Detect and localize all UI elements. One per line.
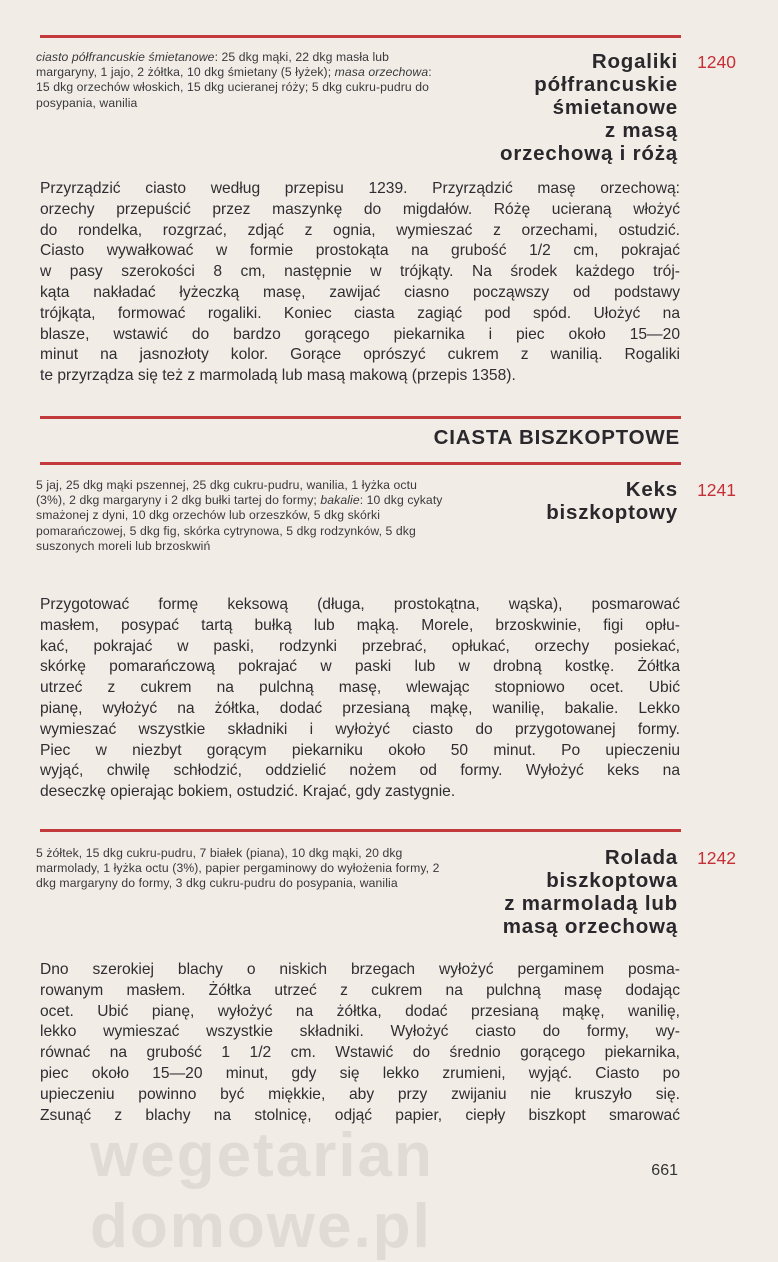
recipe-1241-title (546, 478, 678, 524)
text-line: Ciasto wywałkować w formie prostokąta na grubość 1/2 cm, pokrajać (40, 242, 680, 260)
text-line: minut na jasnozłoty kolor. Gorące oprószyć cukrem z wanilią. Rogaliki (40, 346, 680, 364)
text-line: pianę, wyłożyć na żółtka, dodać przesianą mąkę, wanilię, bakalie. Lekko (40, 699, 680, 717)
text-line: lekko wymieszać wszystkie składniki. Wyłożyć ciasto do formy, wy- (40, 1023, 680, 1041)
text-line: trójkąta, formować rogaliki. Koniec ciasta zagiąć pod spód. Ułożyć na (40, 304, 680, 322)
section-heading: CIASTA BISZKOPTOWE (433, 426, 680, 449)
title-line: biszkoptowa (546, 869, 678, 892)
text-line: masłem, posypać tartą bułką lub mąką. Morele, brzoskwinie, figi opłu- (40, 616, 680, 634)
recipe-1241-header (36, 478, 736, 588)
text-line: kać, pokrajać w paski, rodzynki przebrać, opłukać, orzechy posiekać, (40, 637, 680, 655)
ingredients-text: 5 jaj, 25 dkg mąki pszennej, 25 dkg cukru-pudru, wanilia, 1 łyżka octu (3%), 2 dkg margaryny i 2 dkg bułki tartej do formy; (36, 478, 417, 508)
text-line: Dno szerokiej blachy o niskich brzegach wyłożyć pergaminem posma- (40, 961, 680, 978)
title-line: Rolada (604, 846, 678, 869)
text-line: równać na grubość 1 1/2 cm. Wstawić do średnio gorącego piekarnika, (40, 1044, 680, 1062)
section-rule-bottom (40, 462, 681, 465)
text-line: blasze, wstawić do bardzo gorącego piekarnika i piec około 15—20 (40, 325, 680, 343)
title-line: Keks (625, 478, 678, 501)
text-line: Przygotować formę keksową (długa, prostokątna, wąska), posmarować (40, 596, 680, 613)
title-line: Rogaliki (591, 50, 678, 73)
top-rule (40, 35, 681, 38)
text-line: w pasy szerokości 8 cm, następnie w trójkąty. Na środek każdego trój- (40, 263, 680, 281)
title-line: śmietanowe (552, 96, 678, 119)
recipe-1240-ingredients (36, 50, 446, 111)
recipe-number-1242: 1242 (697, 848, 736, 868)
text-line: wymieszać wszystkie składniki i wyłożyć ciasto do przygotowanej formy. (40, 720, 680, 738)
ingredients-label: ciasto półfrancuskie śmietanowe (36, 50, 215, 64)
watermark: wegetarian domowe.pl (90, 1121, 434, 1261)
recipe-1242-title (503, 846, 678, 938)
recipe-1240-header (36, 50, 736, 170)
text-line: piec około 15—20 minut, gdy się lekko zrumieni, wyjąć. Ciasto po (40, 1064, 680, 1082)
title-line: biszkoptowy (546, 501, 678, 524)
text-line: kąta nakładać łyżeczką masę, zawijać ciasno począwszy od podstawy (40, 283, 680, 301)
recipe-1242-instructions (40, 960, 680, 1126)
recipe-number-1241: 1241 (697, 480, 736, 500)
ingredients-text: 5 żółtek, 15 dkg cukru-pudru, 7 białek (piana), 10 dkg mąki, 20 dkg marmolady, 1 łyżka octu (3%), papier pergaminowy do wyłożenia formy, 2 dkg margaryny do formy, 3 dkg cukru-pudru do posypania, wanilia (36, 846, 440, 891)
text-line: Przyrządzić ciasto według przepisu 1239. Przyrządzić masę orzechową: (40, 180, 680, 197)
title-line: masą orzechową (502, 915, 678, 938)
recipe-1241-ingredients (36, 478, 446, 554)
recipe-1242-header (36, 846, 736, 951)
title-line: z marmoladą lub (504, 892, 678, 915)
title-line: z masą (604, 119, 678, 142)
ingredients-text: : 10 dkg cykaty smażonej z dyni, 10 dkg orzechów lub orzeszków, 5 dkg skórki pomarańczowej, 5 dkg fig, skórka cytrynowa, 5 dkg rodzynków, 5 dkg suszonych moreli lub brzoskwiń (36, 493, 443, 553)
text-line: orzechy przepuścić przez maszynkę do migdałów. Różę ucieraną włożyć (40, 200, 680, 218)
recipe-1240-title (500, 50, 678, 165)
ingredients-text: : 25 dkg mąki, 22 dkg masła lub margaryny, 1 jajo, 2 żółtka, 10 dkg śmietany (5 łyżek); (36, 50, 390, 80)
text-line: wyjąć, chwilę schłodzić, oddzielić nożem od formy. Wyłożyć keks na (40, 762, 680, 780)
text-line: deseczkę opierając bokiem, ostudzić. Krajać, gdy zastygnie. (40, 783, 456, 801)
recipe-1242-ingredients (36, 846, 446, 892)
recipe-1240-instructions (40, 179, 680, 387)
text-line: Zsunąć z blachy na stolnicę, odjąć papier, ciepły biszkopt smarować (40, 1106, 680, 1124)
title-line: półfrancuskie (534, 73, 678, 96)
section-rule-top (40, 416, 681, 419)
recipe-number-1240: 1240 (697, 52, 736, 72)
page-number: 661 (651, 1162, 678, 1179)
text-line: utrzeć z cukrem na pulchną masę, wlewając stopniowo ocet. Ubić (40, 679, 680, 697)
text-line: te przyrządza się też z marmoladą lub masą makową (przepis 1358). (40, 367, 516, 385)
ingredients-text: : 15 dkg orzechów włoskich, 15 dkg ucieranej róży; 5 dkg cukru-pudru do posypania, wanilia (36, 65, 432, 110)
recipe-1242-rule (40, 829, 681, 832)
text-line: rowanym masłem. Żółtka utrzeć z cukrem na pulchną masę dodając (40, 981, 680, 999)
text-line: upieczeniu powinno być miękkie, aby przy zwijaniu nie kruszyło się. (40, 1085, 680, 1103)
ingredients-label: masa orzechowa (334, 65, 429, 80)
text-line: Piec w niezbyt gorącym piekarniku około 50 minut. Po upieczeniu (40, 741, 680, 759)
text-line: ocet. Ubić pianę, wyłożyć na żółtka, dodać przesianą mąkę, wanilię, (40, 1002, 680, 1020)
text-line: skórkę pomarańczową pokrajać w paski lub w drobną kostkę. Żółtka (40, 658, 680, 676)
ingredients-label: bakalie (320, 493, 360, 508)
title-line: orzechową i różą (500, 142, 678, 165)
recipe-1241-instructions (40, 595, 680, 803)
text-line: do rondelka, rozgrzać, zdjąć z ognia, wymieszać z orzechami, ostudzić. (40, 221, 680, 239)
